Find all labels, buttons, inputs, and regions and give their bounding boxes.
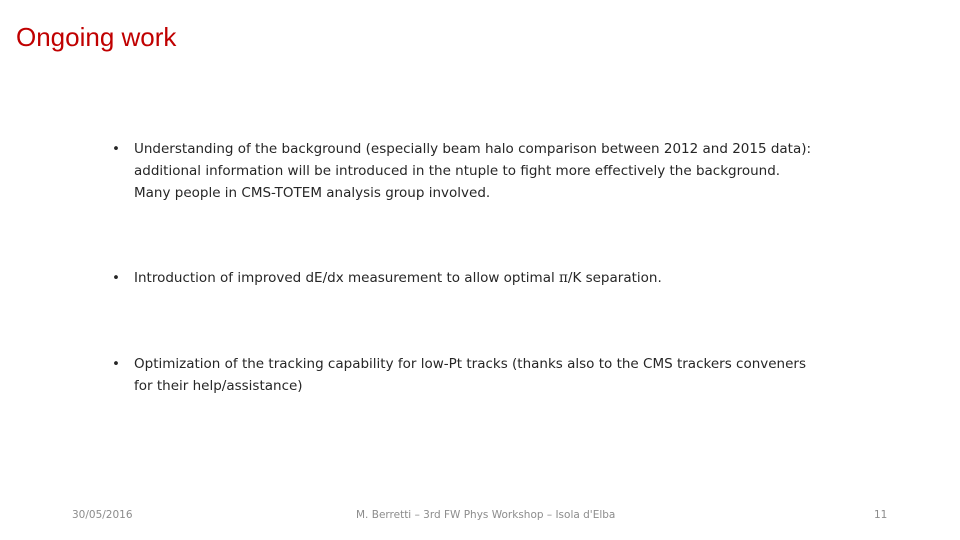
page-number: 11: [874, 509, 888, 521]
footer-presenter: M. Berretti – 3rd FW Phys Workshop – Isola d'Elba: [356, 509, 616, 521]
footer-date: 30/05/2016: [72, 509, 133, 521]
pi-symbol: π: [559, 270, 568, 286]
bullet-text: [134, 267, 812, 289]
bullet-marker: •: [112, 270, 120, 286]
bullet-text: Understanding of the background (especially beam halo comparison between 2012 and 2015 data): additional information will be introduced in the ntuple to fight more effectively the background. Many people in CMS-TOTEM analysis group involved.: [134, 141, 812, 201]
slide-title: Ongoing work: [16, 22, 177, 52]
bullet-dedx-measurement: [112, 267, 812, 289]
bullet-marker: •: [112, 141, 120, 157]
bullet-marker: •: [112, 356, 120, 372]
bullet-text-before: Introduction of improved dE/dx measurement to allow optimal: [134, 270, 560, 286]
bullet-text-after: /K separation.: [567, 270, 662, 286]
bullet-text: Optimization of the tracking capability for low-Pt tracks (thanks also to the CMS trackers conveners for their help/assistance): [134, 356, 806, 394]
bullet-background-understanding: [112, 138, 812, 204]
bullet-tracking-optimization: [112, 353, 812, 397]
